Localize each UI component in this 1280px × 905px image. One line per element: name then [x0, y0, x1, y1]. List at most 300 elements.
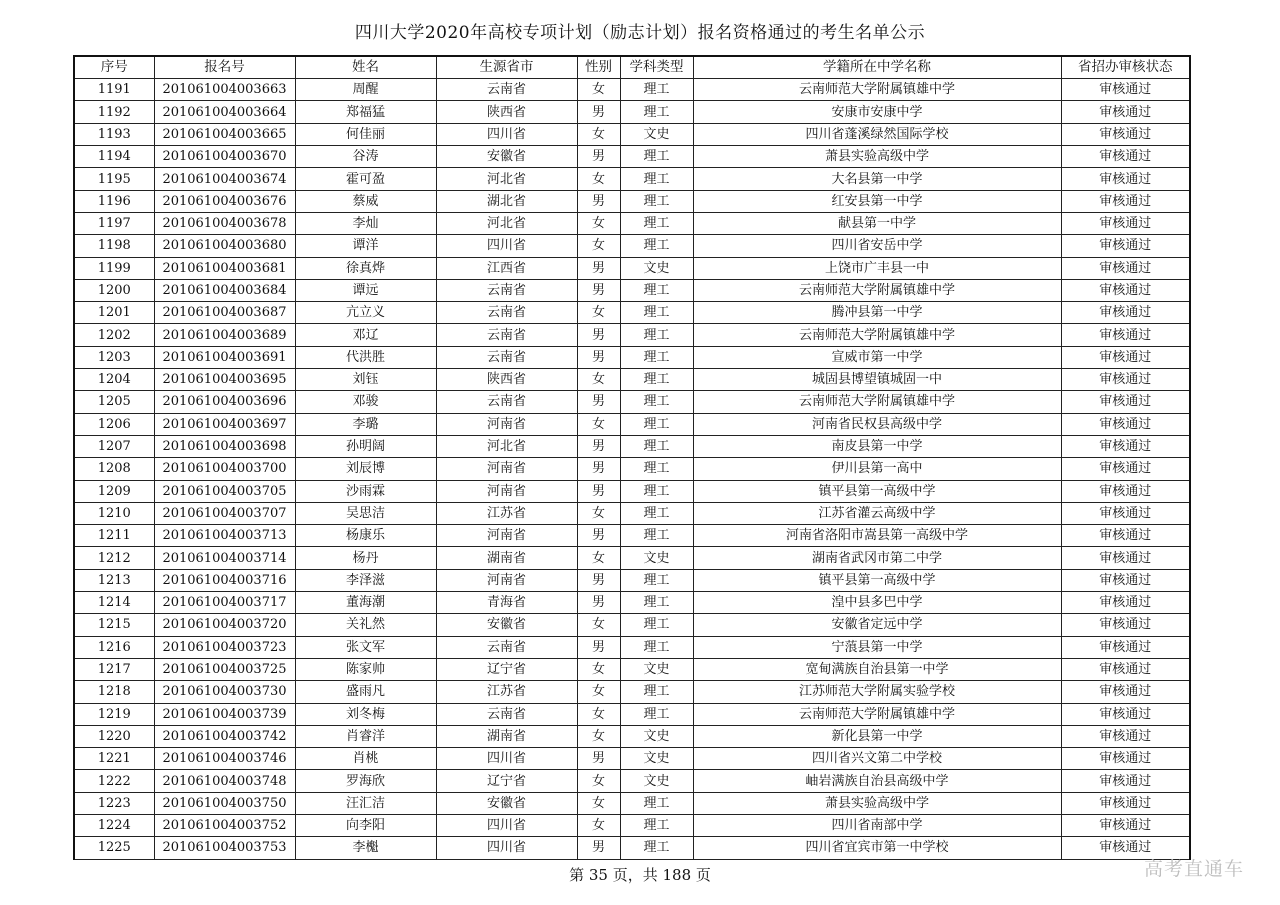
- province-cell: 安徽省: [436, 614, 577, 636]
- school-cell: 四川省兴文第二中学校: [693, 748, 1061, 770]
- subject-type-cell: 理工: [620, 837, 693, 859]
- status-cell: 审核通过: [1061, 302, 1190, 324]
- table-row: [74, 190, 1190, 212]
- school-cell: 四川省宜宾市第一中学校: [693, 837, 1061, 859]
- school-cell: 上饶市广丰县一中: [693, 257, 1061, 279]
- subject-type-cell: 理工: [620, 792, 693, 814]
- seq-cell: 1207: [74, 435, 154, 457]
- reg-number-cell: 201061004003684: [154, 279, 295, 301]
- seq-cell: 1208: [74, 458, 154, 480]
- status-cell: 审核通过: [1061, 592, 1190, 614]
- seq-cell: 1204: [74, 369, 154, 391]
- province-cell: 河南省: [436, 569, 577, 591]
- name-cell: 谷涛: [295, 146, 436, 168]
- seq-cell: 1200: [74, 279, 154, 301]
- seq-cell: 1197: [74, 212, 154, 234]
- gender-cell: 女: [577, 770, 620, 792]
- table-row: [74, 435, 1190, 457]
- subject-type-cell: 理工: [620, 346, 693, 368]
- table-row: [74, 391, 1190, 413]
- subject-type-cell: 理工: [620, 302, 693, 324]
- name-cell: 张文军: [295, 636, 436, 658]
- status-cell: 审核通过: [1061, 79, 1190, 101]
- seq-cell: 1192: [74, 101, 154, 123]
- seq-cell: 1211: [74, 525, 154, 547]
- school-cell: 城固县博望镇城固一中: [693, 369, 1061, 391]
- province-cell: 河北省: [436, 168, 577, 190]
- province-cell: 云南省: [436, 279, 577, 301]
- province-cell: 云南省: [436, 324, 577, 346]
- province-cell: 陕西省: [436, 369, 577, 391]
- seq-cell: 1214: [74, 592, 154, 614]
- status-cell: 审核通过: [1061, 636, 1190, 658]
- table-row: [74, 346, 1190, 368]
- table-row: [74, 658, 1190, 680]
- subject-type-cell: 理工: [620, 413, 693, 435]
- school-cell: 云南师范大学附属镇雄中学: [693, 79, 1061, 101]
- school-cell: 湖南省武冈市第二中学: [693, 547, 1061, 569]
- table-row: [74, 235, 1190, 257]
- table-row: [74, 324, 1190, 346]
- subject-type-cell: 理工: [620, 525, 693, 547]
- status-cell: 审核通过: [1061, 235, 1190, 257]
- province-cell: 云南省: [436, 346, 577, 368]
- gender-cell: 男: [577, 279, 620, 301]
- gender-cell: 男: [577, 346, 620, 368]
- reg-number-cell: 201061004003720: [154, 614, 295, 636]
- subject-type-cell: 理工: [620, 279, 693, 301]
- subject-type-cell: 理工: [620, 814, 693, 836]
- school-cell: 云南师范大学附属镇雄中学: [693, 703, 1061, 725]
- subject-type-cell: 理工: [620, 324, 693, 346]
- name-cell: 沙雨霖: [295, 480, 436, 502]
- reg-number-cell: 201061004003698: [154, 435, 295, 457]
- seq-cell: 1206: [74, 413, 154, 435]
- name-cell: 罗海欣: [295, 770, 436, 792]
- name-cell: 杨丹: [295, 547, 436, 569]
- subject-type-cell: 理工: [620, 391, 693, 413]
- gender-cell: 女: [577, 725, 620, 747]
- seq-cell: 1201: [74, 302, 154, 324]
- school-cell: 宁蒗县第一中学: [693, 636, 1061, 658]
- reg-number-cell: 201061004003680: [154, 235, 295, 257]
- reg-number-cell: 201061004003670: [154, 146, 295, 168]
- gender-cell: 男: [577, 324, 620, 346]
- subject-type-cell: 理工: [620, 614, 693, 636]
- reg-number-cell: 201061004003746: [154, 748, 295, 770]
- seq-cell: 1210: [74, 502, 154, 524]
- school-cell: 四川省南部中学: [693, 814, 1061, 836]
- column-header-subject-type: 学科类型: [620, 56, 693, 79]
- gender-cell: 男: [577, 569, 620, 591]
- school-cell: 江苏省灌云高级中学: [693, 502, 1061, 524]
- school-cell: 四川省蓬溪绿然国际学校: [693, 123, 1061, 145]
- gender-cell: 男: [577, 101, 620, 123]
- subject-type-cell: 文史: [620, 123, 693, 145]
- school-cell: 岫岩满族自治县高级中学: [693, 770, 1061, 792]
- subject-type-cell: 理工: [620, 681, 693, 703]
- gender-cell: 女: [577, 302, 620, 324]
- seq-cell: 1203: [74, 346, 154, 368]
- reg-number-cell: 201061004003663: [154, 79, 295, 101]
- page-title: 四川大学2020年高校专项计划（励志计划）报名资格通过的考生名单公示: [354, 23, 926, 43]
- subject-type-cell: 文史: [620, 547, 693, 569]
- status-cell: 审核通过: [1061, 837, 1190, 859]
- table-row: [74, 369, 1190, 391]
- province-cell: 江苏省: [436, 502, 577, 524]
- gender-cell: 男: [577, 748, 620, 770]
- reg-number-cell: 201061004003753: [154, 837, 295, 859]
- name-cell: 徐真烨: [295, 257, 436, 279]
- name-cell: 刘辰博: [295, 458, 436, 480]
- province-cell: 四川省: [436, 235, 577, 257]
- status-cell: 审核通过: [1061, 525, 1190, 547]
- subject-type-cell: 理工: [620, 235, 693, 257]
- table-row: [74, 547, 1190, 569]
- school-cell: 腾冲县第一中学: [693, 302, 1061, 324]
- gender-cell: 男: [577, 480, 620, 502]
- table-row: [74, 636, 1190, 658]
- school-cell: 云南师范大学附属镇雄中学: [693, 324, 1061, 346]
- column-header-province: 生源省市: [436, 56, 577, 79]
- status-cell: 审核通过: [1061, 770, 1190, 792]
- province-cell: 安徽省: [436, 146, 577, 168]
- table-row: [74, 480, 1190, 502]
- reg-number-cell: 201061004003705: [154, 480, 295, 502]
- reg-number-cell: 201061004003723: [154, 636, 295, 658]
- province-cell: 江苏省: [436, 681, 577, 703]
- status-cell: 审核通过: [1061, 458, 1190, 480]
- table-row: [74, 703, 1190, 725]
- subject-type-cell: 理工: [620, 569, 693, 591]
- seq-cell: 1224: [74, 814, 154, 836]
- table-row: [74, 814, 1190, 836]
- status-cell: 审核通过: [1061, 658, 1190, 680]
- gender-cell: 女: [577, 79, 620, 101]
- name-cell: 李璐: [295, 413, 436, 435]
- subject-type-cell: 理工: [620, 435, 693, 457]
- subject-type-cell: 文史: [620, 725, 693, 747]
- gender-cell: 女: [577, 212, 620, 234]
- name-cell: 李灿: [295, 212, 436, 234]
- gender-cell: 男: [577, 837, 620, 859]
- status-cell: 审核通过: [1061, 547, 1190, 569]
- name-cell: 孙明阔: [295, 435, 436, 457]
- school-cell: 镇平县第一高级中学: [693, 480, 1061, 502]
- seq-cell: 1191: [74, 79, 154, 101]
- province-cell: 河南省: [436, 480, 577, 502]
- table-row: [74, 837, 1190, 859]
- status-cell: 审核通过: [1061, 435, 1190, 457]
- column-header-reg-number: 报名号: [154, 56, 295, 79]
- school-cell: 云南师范大学附属镇雄中学: [693, 391, 1061, 413]
- subject-type-cell: 文史: [620, 748, 693, 770]
- seq-cell: 1205: [74, 391, 154, 413]
- subject-type-cell: 理工: [620, 636, 693, 658]
- gender-cell: 女: [577, 547, 620, 569]
- status-cell: 审核通过: [1061, 212, 1190, 234]
- status-cell: 审核通过: [1061, 257, 1190, 279]
- gender-cell: 女: [577, 168, 620, 190]
- gender-cell: 男: [577, 636, 620, 658]
- province-cell: 云南省: [436, 391, 577, 413]
- status-cell: 审核通过: [1061, 168, 1190, 190]
- name-cell: 吴思洁: [295, 502, 436, 524]
- gender-cell: 女: [577, 614, 620, 636]
- gender-cell: 女: [577, 502, 620, 524]
- gender-cell: 女: [577, 814, 620, 836]
- province-cell: 河北省: [436, 212, 577, 234]
- reg-number-cell: 201061004003725: [154, 658, 295, 680]
- status-cell: 审核通过: [1061, 369, 1190, 391]
- status-cell: 审核通过: [1061, 391, 1190, 413]
- subject-type-cell: 理工: [620, 101, 693, 123]
- province-cell: 辽宁省: [436, 770, 577, 792]
- reg-number-cell: 201061004003676: [154, 190, 295, 212]
- status-cell: 审核通过: [1061, 146, 1190, 168]
- table-row: [74, 569, 1190, 591]
- seq-cell: 1217: [74, 658, 154, 680]
- subject-type-cell: 理工: [620, 592, 693, 614]
- gender-cell: 男: [577, 458, 620, 480]
- name-cell: 邓辽: [295, 324, 436, 346]
- name-cell: 肖睿洋: [295, 725, 436, 747]
- reg-number-cell: 201061004003730: [154, 681, 295, 703]
- reg-number-cell: 201061004003752: [154, 814, 295, 836]
- seq-cell: 1216: [74, 636, 154, 658]
- status-cell: 审核通过: [1061, 748, 1190, 770]
- gender-cell: 女: [577, 413, 620, 435]
- province-cell: 河南省: [436, 413, 577, 435]
- gender-cell: 男: [577, 190, 620, 212]
- school-cell: 献县第一中学: [693, 212, 1061, 234]
- status-cell: 审核通过: [1061, 324, 1190, 346]
- status-cell: 审核通过: [1061, 190, 1190, 212]
- name-cell: 盛雨凡: [295, 681, 436, 703]
- seq-cell: 1222: [74, 770, 154, 792]
- table-row: [74, 413, 1190, 435]
- province-cell: 河南省: [436, 525, 577, 547]
- table-row: [74, 279, 1190, 301]
- school-cell: 四川省安岳中学: [693, 235, 1061, 257]
- reg-number-cell: 201061004003681: [154, 257, 295, 279]
- table-row: [74, 681, 1190, 703]
- reg-number-cell: 201061004003716: [154, 569, 295, 591]
- province-cell: 湖北省: [436, 190, 577, 212]
- name-cell: 代洪胜: [295, 346, 436, 368]
- subject-type-cell: 理工: [620, 458, 693, 480]
- province-cell: 云南省: [436, 636, 577, 658]
- school-cell: 南皮县第一中学: [693, 435, 1061, 457]
- school-cell: 镇平县第一高级中学: [693, 569, 1061, 591]
- table-row: [74, 614, 1190, 636]
- table-row: [74, 502, 1190, 524]
- subject-type-cell: 理工: [620, 480, 693, 502]
- status-cell: 审核通过: [1061, 413, 1190, 435]
- name-cell: 关礼然: [295, 614, 436, 636]
- province-cell: 河北省: [436, 435, 577, 457]
- reg-number-cell: 201061004003696: [154, 391, 295, 413]
- province-cell: 四川省: [436, 837, 577, 859]
- table-row: [74, 168, 1190, 190]
- province-cell: 湖南省: [436, 547, 577, 569]
- seq-cell: 1195: [74, 168, 154, 190]
- name-cell: 李櫆: [295, 837, 436, 859]
- column-header-school: 学籍所在中学名称: [693, 56, 1061, 79]
- school-cell: 宣威市第一中学: [693, 346, 1061, 368]
- school-cell: 新化县第一中学: [693, 725, 1061, 747]
- gender-cell: 男: [577, 146, 620, 168]
- table-header-row: [74, 56, 1190, 79]
- status-cell: 审核通过: [1061, 502, 1190, 524]
- table-row: [74, 123, 1190, 145]
- seq-cell: 1202: [74, 324, 154, 346]
- watermark: 高考直通车: [1144, 858, 1245, 880]
- province-cell: 辽宁省: [436, 658, 577, 680]
- school-cell: 安徽省定远中学: [693, 614, 1061, 636]
- reg-number-cell: 201061004003713: [154, 525, 295, 547]
- name-cell: 刘冬梅: [295, 703, 436, 725]
- subject-type-cell: 文史: [620, 770, 693, 792]
- seq-cell: 1223: [74, 792, 154, 814]
- subject-type-cell: 理工: [620, 190, 693, 212]
- province-cell: 四川省: [436, 748, 577, 770]
- province-cell: 河南省: [436, 458, 577, 480]
- column-header-gender: 性别: [577, 56, 620, 79]
- school-cell: 萧县实验高级中学: [693, 792, 1061, 814]
- reg-number-cell: 201061004003717: [154, 592, 295, 614]
- page-footer: 第 35 页，共 188 页: [569, 866, 711, 884]
- table-row: [74, 725, 1190, 747]
- seq-cell: 1196: [74, 190, 154, 212]
- subject-type-cell: 理工: [620, 369, 693, 391]
- table-row: [74, 302, 1190, 324]
- seq-cell: 1225: [74, 837, 154, 859]
- school-cell: 伊川县第一高中: [693, 458, 1061, 480]
- candidate-table: [73, 55, 1191, 860]
- status-cell: 审核通过: [1061, 792, 1190, 814]
- school-cell: 萧县实验高级中学: [693, 146, 1061, 168]
- reg-number-cell: 201061004003689: [154, 324, 295, 346]
- reg-number-cell: 201061004003742: [154, 725, 295, 747]
- reg-number-cell: 201061004003664: [154, 101, 295, 123]
- name-cell: 李泽滋: [295, 569, 436, 591]
- subject-type-cell: 理工: [620, 502, 693, 524]
- gender-cell: 男: [577, 525, 620, 547]
- reg-number-cell: 201061004003707: [154, 502, 295, 524]
- table-row: [74, 458, 1190, 480]
- name-cell: 刘钰: [295, 369, 436, 391]
- reg-number-cell: 201061004003678: [154, 212, 295, 234]
- status-cell: 审核通过: [1061, 814, 1190, 836]
- subject-type-cell: 理工: [620, 168, 693, 190]
- school-cell: 云南师范大学附属镇雄中学: [693, 279, 1061, 301]
- school-cell: 大名县第一中学: [693, 168, 1061, 190]
- subject-type-cell: 理工: [620, 212, 693, 234]
- column-header-name: 姓名: [295, 56, 436, 79]
- seq-cell: 1194: [74, 146, 154, 168]
- seq-cell: 1212: [74, 547, 154, 569]
- seq-cell: 1219: [74, 703, 154, 725]
- status-cell: 审核通过: [1061, 725, 1190, 747]
- table-row: [74, 748, 1190, 770]
- reg-number-cell: 201061004003750: [154, 792, 295, 814]
- name-cell: 谭远: [295, 279, 436, 301]
- reg-number-cell: 201061004003697: [154, 413, 295, 435]
- province-cell: 四川省: [436, 123, 577, 145]
- status-cell: 审核通过: [1061, 681, 1190, 703]
- gender-cell: 女: [577, 235, 620, 257]
- gender-cell: 女: [577, 658, 620, 680]
- table-body: [74, 79, 1190, 859]
- gender-cell: 女: [577, 792, 620, 814]
- school-cell: 宽甸满族自治县第一中学: [693, 658, 1061, 680]
- table-row: [74, 212, 1190, 234]
- gender-cell: 男: [577, 435, 620, 457]
- name-cell: 郑福猛: [295, 101, 436, 123]
- subject-type-cell: 理工: [620, 703, 693, 725]
- province-cell: 湖南省: [436, 725, 577, 747]
- school-cell: 河南省民权县高级中学: [693, 413, 1061, 435]
- name-cell: 董海潮: [295, 592, 436, 614]
- gender-cell: 男: [577, 391, 620, 413]
- seq-cell: 1221: [74, 748, 154, 770]
- gender-cell: 男: [577, 592, 620, 614]
- seq-cell: 1209: [74, 480, 154, 502]
- seq-cell: 1199: [74, 257, 154, 279]
- school-cell: 红安县第一中学: [693, 190, 1061, 212]
- province-cell: 云南省: [436, 302, 577, 324]
- province-cell: 云南省: [436, 79, 577, 101]
- subject-type-cell: 理工: [620, 146, 693, 168]
- reg-number-cell: 201061004003714: [154, 547, 295, 569]
- table-row: [74, 525, 1190, 547]
- name-cell: 汪汇洁: [295, 792, 436, 814]
- table-row: [74, 770, 1190, 792]
- status-cell: 审核通过: [1061, 480, 1190, 502]
- name-cell: 亢立义: [295, 302, 436, 324]
- subject-type-cell: 文史: [620, 658, 693, 680]
- name-cell: 肖桃: [295, 748, 436, 770]
- name-cell: 杨康乐: [295, 525, 436, 547]
- status-cell: 审核通过: [1061, 703, 1190, 725]
- reg-number-cell: 201061004003695: [154, 369, 295, 391]
- subject-type-cell: 文史: [620, 257, 693, 279]
- seq-cell: 1215: [74, 614, 154, 636]
- column-header-status: 省招办审核状态: [1061, 56, 1190, 79]
- reg-number-cell: 201061004003691: [154, 346, 295, 368]
- gender-cell: 女: [577, 369, 620, 391]
- province-cell: 青海省: [436, 592, 577, 614]
- school-cell: 安康市安康中学: [693, 101, 1061, 123]
- status-cell: 审核通过: [1061, 614, 1190, 636]
- reg-number-cell: 201061004003700: [154, 458, 295, 480]
- table-row: [74, 257, 1190, 279]
- seq-cell: 1220: [74, 725, 154, 747]
- status-cell: 审核通过: [1061, 101, 1190, 123]
- seq-cell: 1213: [74, 569, 154, 591]
- school-cell: 河南省洛阳市嵩县第一高级中学: [693, 525, 1061, 547]
- reg-number-cell: 201061004003674: [154, 168, 295, 190]
- name-cell: 陈家帅: [295, 658, 436, 680]
- name-cell: 蔡威: [295, 190, 436, 212]
- province-cell: 江西省: [436, 257, 577, 279]
- subject-type-cell: 理工: [620, 79, 693, 101]
- table-row: [74, 146, 1190, 168]
- seq-cell: 1193: [74, 123, 154, 145]
- seq-cell: 1198: [74, 235, 154, 257]
- province-cell: 安徽省: [436, 792, 577, 814]
